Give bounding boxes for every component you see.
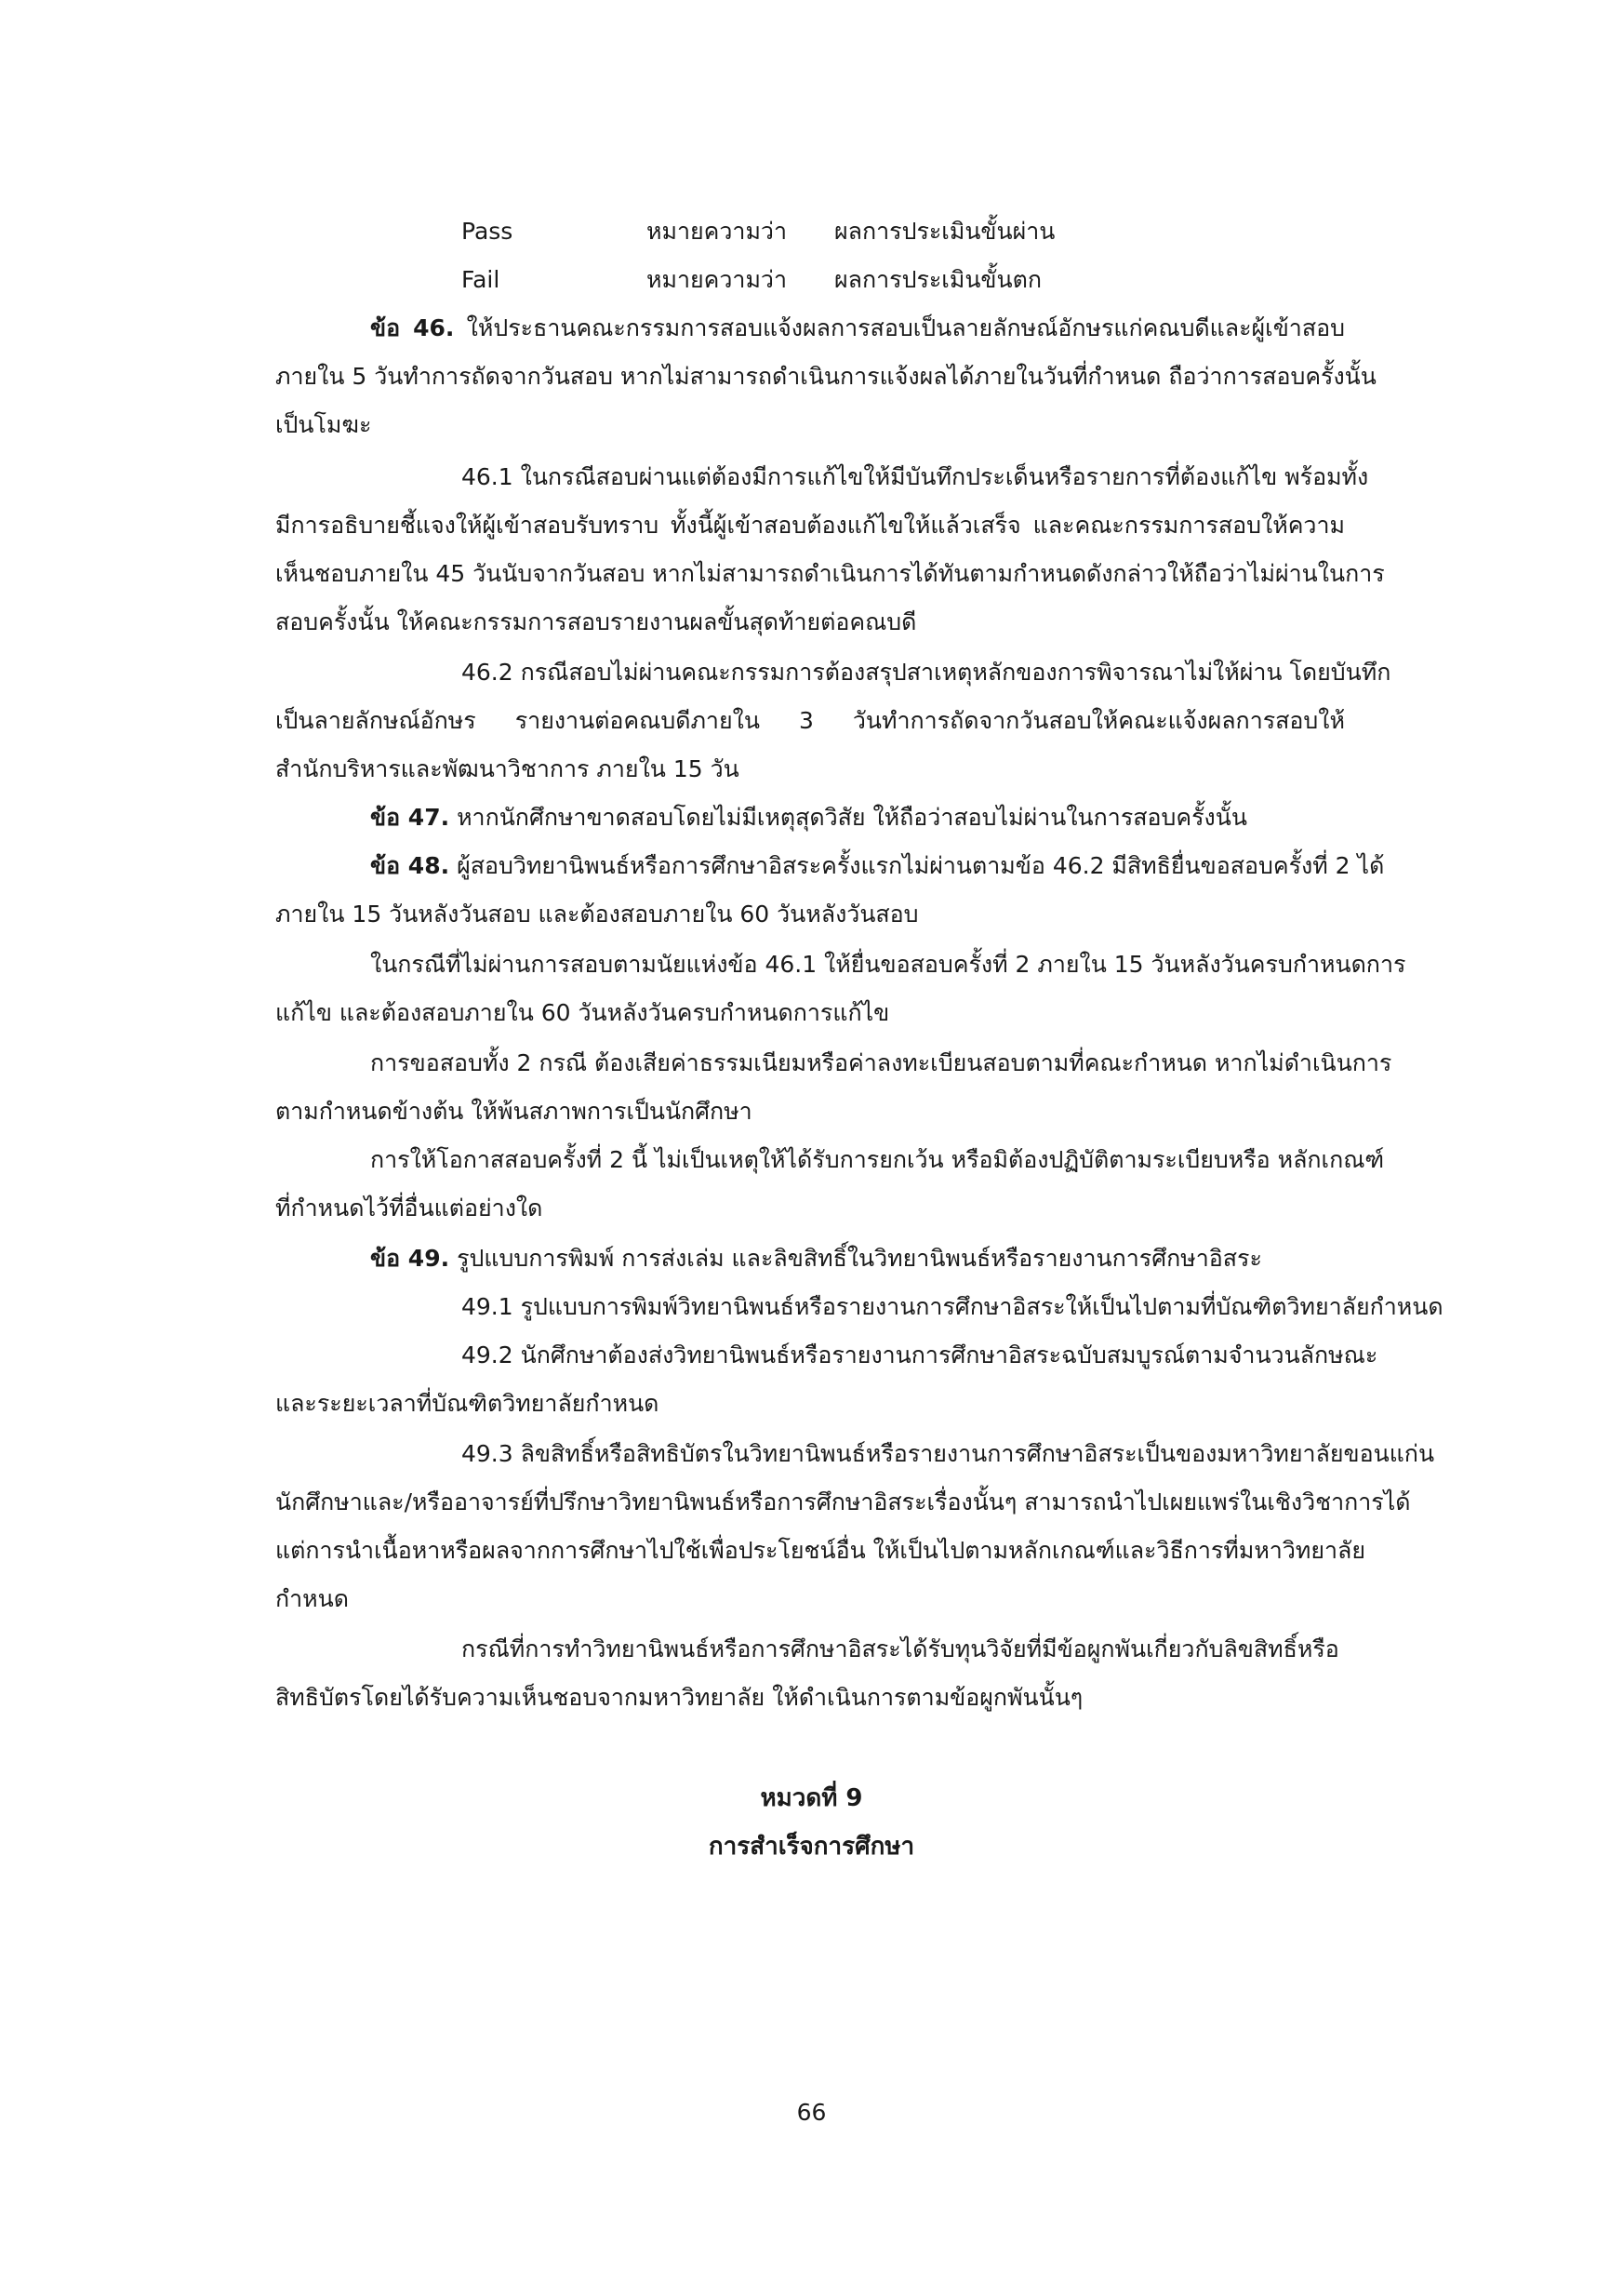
clause-48-line-2: ภายใน 15 วันหลังวันสอบ และต้องสอบภายใน 60 วันหลังวันสอบ xyxy=(275,901,919,928)
clause-49-text-1: รูปแบบการพิมพ์ การส่งเล่ม และลิขสิทธิ์ในวิทยานิพนธ์หรือรายงานการศึกษาอิสระ xyxy=(457,1245,1262,1272)
page-number: 66 xyxy=(796,2099,827,2126)
def-term-fail: Fail xyxy=(461,266,500,293)
clause-48-line-1 xyxy=(370,850,1385,882)
chapter-title: หมวดที่ 9 xyxy=(760,1784,863,1812)
clause-49-2-line-1: 49.2 นักศึกษาต้องส่งวิทยานิพนธ์หรือรายงานการศึกษาอิสระฉบับสมบูรณ์ตามจำนวนลักษณะ xyxy=(461,1342,1378,1368)
clause-48-p3-line-1: การขอสอบทั้ง 2 กรณี ต้องเสียค่าธรรมเนียมหรือค่าลงทะเบียนสอบตามที่คณะกำหนด หากไม่ดำเนินการ xyxy=(370,1049,1392,1076)
clause-49-p2-line-1: กรณีที่การทำวิทยานิพนธ์หรือการศึกษาอิสระได้รับทุนวิจัยที่มีข้อผูกพันเกี่ยวกับลิขสิทธิ์หรือ xyxy=(461,1635,1339,1662)
clause-48-text-1: ผู้สอบวิทยานิพนธ์หรือการศึกษาอิสระครั้งแรกไม่ผ่านตามข้อ 46.2 มีสิทธิยื่นขอสอบครั้งที่ 2 ได้ xyxy=(457,852,1385,879)
clause-46-1-line-4: สอบครั้งนั้น ให้คณะกรรมการสอบรายงานผลขั้นสุดท้ายต่อคณบดี xyxy=(275,608,917,635)
clause-48-heading: ข้อ 48. xyxy=(370,852,450,879)
clause-46-1-line-3: เห็นชอบภายใน 45 วันนับจากวันสอบ หากไม่สามารถดำเนินการได้ทันตามกำหนดดังกล่าวให้ถือว่าไม่ผ่านในการ xyxy=(275,560,1385,587)
def-connector-pass: หมายความว่า xyxy=(646,218,788,245)
clause-48-p4-line-1: การให้โอกาสสอบครั้งที่ 2 นี้ ไม่เป็นเหตุให้ได้รับการยกเว้น หรือมิต้องปฏิบัติตามระเบียบหรือ หลักเกณฑ์ xyxy=(370,1146,1385,1173)
clause-46-1-line-1: 46.1 ในกรณีสอบผ่านแต่ต้องมีการแก้ไขให้มีบันทึกประเด็นหรือรายการที่ต้องแก้ไข พร้อมทั้ง xyxy=(461,463,1369,490)
clause-49-line-1 xyxy=(370,1243,1262,1275)
clause-49-3-line-1: 49.3 ลิขสิทธิ์หรือสิทธิบัตรในวิทยานิพนธ์หรือรายงานการศึกษาอิสระเป็นของมหาวิทยาลัยขอนแก่น xyxy=(461,1440,1435,1467)
clause-49-3-line-2: นักศึกษาและ/หรืออาจารย์ที่ปรึกษาวิทยานิพนธ์หรือการศึกษาอิสระเรื่องนั้นๆ สามารถนำไปเผยแพร่ในเชิงวิชาการได้ xyxy=(275,1488,1411,1515)
clause-49-2-line-2: และระยะเวลาที่บัณฑิตวิทยาลัยกำหนด xyxy=(275,1390,659,1417)
clause-49-1: 49.1 รูปแบบการพิมพ์วิทยานิพนธ์หรือรายงานการศึกษาอิสระให้เป็นไปตามที่บัณฑิตวิทยาลัยกำหนด xyxy=(461,1293,1443,1320)
clause-46-line-2: ภายใน 5 วันทำการถัดจากวันสอบ หากไม่สามารถดำเนินการแจ้งผลได้ภายในวันที่กำหนด ถือว่าการสอบครั้งนั้น xyxy=(275,363,1377,390)
clause-49-heading: ข้อ 49. xyxy=(370,1245,450,1272)
clause-47-heading: ข้อ 47. xyxy=(370,804,450,831)
clause-49-3-line-3: แต่การนำเนื้อหาหรือผลจากการศึกษาไปใช้เพื่อประโยชน์อื่น ให้เป็นไปตามหลักเกณฑ์และวิธีการที่มหาวิทยาลัย xyxy=(275,1537,1366,1564)
clause-46-line-1 xyxy=(370,313,1345,344)
def-term-pass: Pass xyxy=(461,218,513,245)
clause-46-1-line-2: มีการอธิบายชี้แจงให้ผู้เข้าสอบรับทราบ ทั้งนี้ผู้เข้าสอบต้องแก้ไขให้แล้วเสร็จ และคณะกรรมการสอบให้ความ xyxy=(275,512,1345,539)
chapter-subtitle: การสำเร็จการศึกษา xyxy=(708,1833,915,1861)
clause-48-p2-line-2: แก้ไข และต้องสอบภายใน 60 วันหลังวันครบกำหนดการแก้ไข xyxy=(275,999,890,1026)
clause-48-p3-line-2: ตามกำหนดข้างต้น ให้พ้นสภาพการเป็นนักศึกษา xyxy=(275,1098,752,1125)
clause-46-2-line-2: เป็นลายลักษณ์อักษร รายงานต่อคณบดีภายใน 3 วันทำการถัดจากวันสอบให้คณะแจ้งผลการสอบให้ xyxy=(275,707,1345,734)
clause-46-text-1: ให้ประธานคณะกรรมการสอบแจ้งผลการสอบเป็นลายลักษณ์อักษรแก่คณบดีและผู้เข้าสอบ xyxy=(466,314,1345,341)
clause-46-2-line-1: 46.2 กรณีสอบไม่ผ่านคณะกรรมการต้องสรุปสาเหตุหลักของการพิจารณาไม่ให้ผ่าน โดยบันทึก xyxy=(461,659,1391,686)
clause-47-line-1 xyxy=(370,802,1247,834)
clause-48-p2-line-1: ในกรณีที่ไม่ผ่านการสอบตามนัยแห่งข้อ 46.1 ให้ยื่นขอสอบครั้งที่ 2 ภายใน 15 วันหลังวันครบกำหนดการ xyxy=(370,951,1406,978)
clause-49-p2-line-2: สิทธิบัตรโดยได้รับความเห็นชอบจากมหาวิทยาลัย ให้ดำเนินการตามข้อผูกพันนั้นๆ xyxy=(275,1684,1084,1711)
clause-49-3-line-4: กำหนด xyxy=(275,1585,349,1612)
clause-47-text-1: หากนักศึกษาขาดสอบโดยไม่มีเหตุสุดวิสัย ให้ถือว่าสอบไม่ผ่านในการสอบครั้งนั้น xyxy=(457,804,1247,831)
def-connector-fail: หมายความว่า xyxy=(646,266,788,293)
clause-48-p4-line-2: ที่กำหนดไว้ที่อื่นแต่อย่างใด xyxy=(275,1195,543,1221)
clause-46-2-line-3: สำนักบริหารและพัฒนาวิชาการ ภายใน 15 วัน xyxy=(275,755,739,782)
clause-46-line-3: เป็นโมฆะ xyxy=(275,411,372,438)
def-meaning-fail: ผลการประเมินขั้นตก xyxy=(834,266,1042,293)
clause-46-heading: ข้อ 46. xyxy=(370,314,455,341)
def-meaning-pass: ผลการประเมินขั้นผ่าน xyxy=(834,218,1056,245)
